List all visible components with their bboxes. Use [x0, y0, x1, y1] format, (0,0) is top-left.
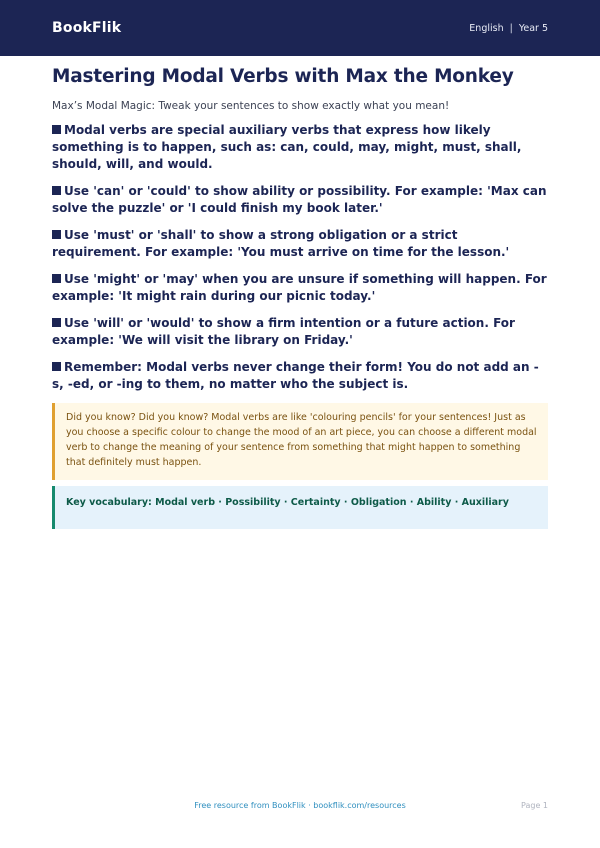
page-footer	[52, 801, 548, 815]
key-point	[52, 227, 548, 261]
key-point	[52, 183, 548, 217]
subject-label: English	[469, 22, 504, 34]
page-title: Mastering Modal Verbs with Max the Monkey	[52, 66, 514, 87]
key-point-text: Use 'must' or 'shall' to show a strong obligation or a strict requirement. For example: 'You must arrive on time for the lesson.'	[52, 228, 510, 259]
key-point	[52, 315, 548, 349]
key-point-text: Use 'might' or 'may' when you are unsure if something will happen. For example: 'It might rain during our picnic today.'	[52, 272, 547, 303]
footer-link[interactable]: Free resource from BookFlik · bookflik.com/resources	[194, 801, 406, 810]
header-meta	[469, 23, 548, 34]
page-header	[0, 0, 600, 56]
did-you-know-callout: Did you know? Did you know? Modal verbs are like 'colouring pencils' for your sentences! Just as you choose a specific colour to change the mood of an art piece, you can choose a different modal verb to change the meaning of your sentence from something that might happen to something that definitely must happen.	[52, 403, 548, 480]
key-points-list	[52, 122, 548, 393]
page-number: Page 1	[521, 801, 548, 810]
main-content	[52, 66, 548, 529]
key-point	[52, 359, 548, 393]
square-bullet-icon	[52, 274, 61, 283]
square-bullet-icon	[52, 125, 61, 134]
square-bullet-icon	[52, 186, 61, 195]
key-point	[52, 122, 548, 173]
key-point-text: Modal verbs are special auxiliary verbs that express how likely something is to happen, such as: can, could, may, might, must, shall, should, will, and would.	[52, 123, 522, 171]
key-point-text: Remember: Modal verbs never change their form! You do not add an -s, -ed, or -ing to them, no matter who the subject is.	[52, 360, 539, 391]
square-bullet-icon	[52, 318, 61, 327]
key-point-text: Use 'will' or 'would' to show a firm intention or a future action. For example: 'We will visit the library on Friday.'	[52, 316, 515, 347]
square-bullet-icon	[52, 362, 61, 371]
key-point	[52, 271, 548, 305]
brand-logo[interactable]: BookFlik	[52, 20, 122, 36]
page-subtitle: Max’s Modal Magic: Tweak your sentences to show exactly what you mean!	[52, 100, 450, 112]
square-bullet-icon	[52, 230, 61, 239]
key-point-text: Use 'can' or 'could' to show ability or possibility. For example: 'Max can solve the puzzle' or 'I could finish my book later.'	[52, 184, 547, 215]
meta-separator: |	[509, 22, 513, 34]
key-vocabulary-box: Key vocabulary: Modal verb · Possibility · Certainty · Obligation · Ability · Auxiliary	[52, 486, 548, 529]
year-label: Year 5	[518, 22, 548, 34]
